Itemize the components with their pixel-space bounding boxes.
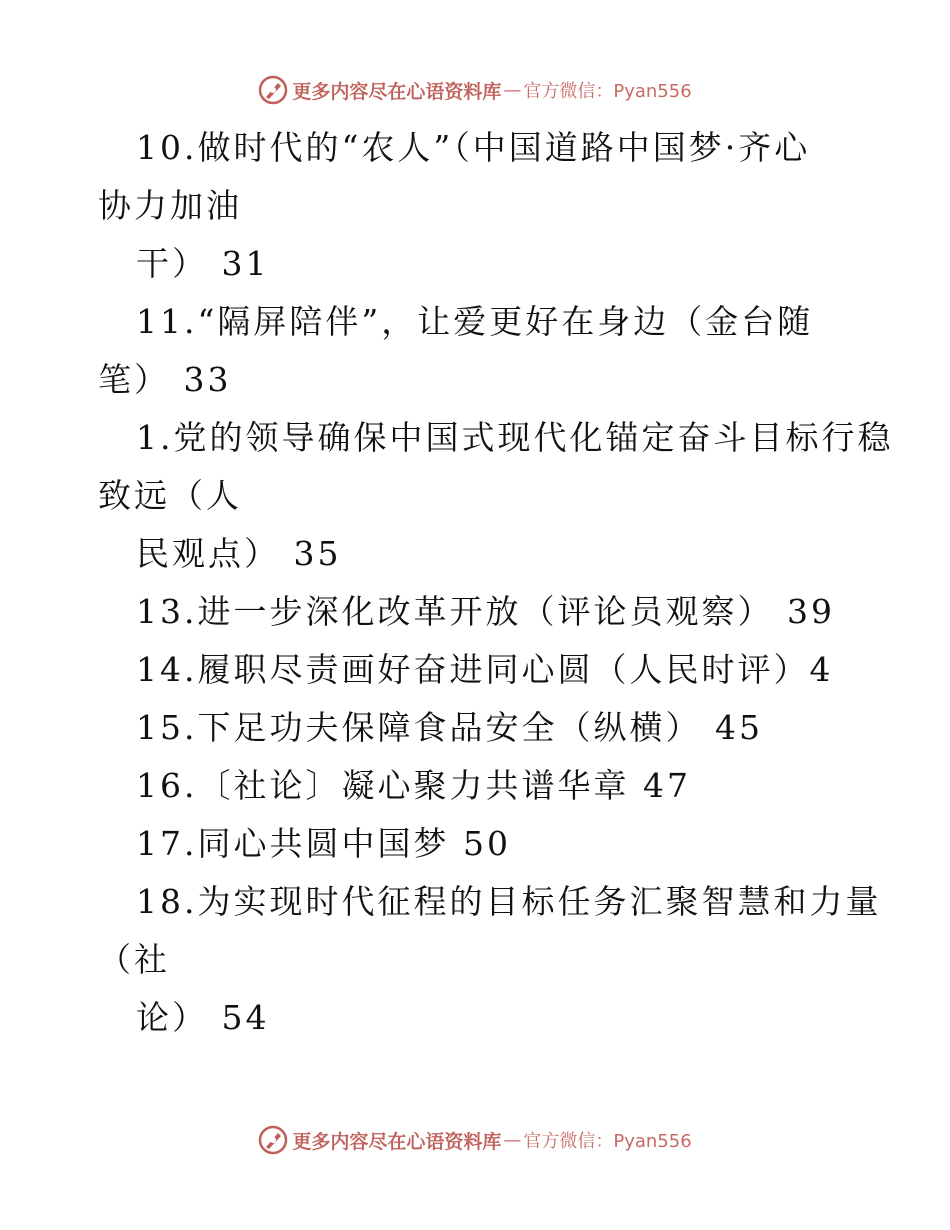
toc-entry-1: 1.党的领导确保中国式现代化锚定奋斗目标行稳 [136, 418, 894, 457]
toc-entry-14: 14.履职尽责画好奋进同心圆（人民时评）4 [136, 650, 834, 689]
toc-entry-1-end: 民观点） 35 [136, 534, 342, 573]
pen-logo-icon [258, 75, 288, 105]
watermark-dash: — [503, 1129, 522, 1151]
toc-entry-1-cont: 致远（人 [98, 476, 242, 515]
toc-entry-10: 10.做时代的“农人”（中国道路中国梦·齐心 [136, 128, 811, 167]
toc-entry-10-end: 干） 31 [136, 244, 270, 283]
toc-entry-10-cont: 协力加油 [98, 186, 242, 225]
toc-entry-13: 13.进一步深化改革开放（评论员观察） 39 [136, 592, 835, 631]
watermark-dash: — [503, 79, 522, 101]
toc-entry-17: 17.同心共圆中国梦 50 [136, 824, 511, 863]
watermark-header [0, 70, 950, 110]
pen-logo-icon [258, 1125, 288, 1155]
watermark-footer [0, 1120, 950, 1160]
watermark-brand: 更多内容尽在心语资料库 [292, 80, 502, 103]
toc-entry-11: 11.“隔屏陪伴”，让爱更好在身边（金台随 [136, 302, 814, 341]
toc-entry-15: 15.下足功夫保障食品安全（纵横） 45 [136, 708, 763, 747]
toc-entry-11-end: 笔） 33 [98, 360, 232, 399]
toc-entry-18-cont: （社 [98, 940, 170, 979]
toc-entry-16: 16.〔社论〕凝心聚力共谱华章 47 [136, 766, 691, 805]
watermark-contact: 官方微信：Pyan556 [523, 81, 692, 102]
toc-entry-18: 18.为实现时代征程的目标任务汇聚智慧和力量 [136, 882, 882, 921]
watermark-brand: 更多内容尽在心语资料库 [292, 1130, 502, 1153]
watermark-contact: 官方微信：Pyan556 [523, 1131, 692, 1152]
toc-entry-18-end: 论） 54 [136, 998, 270, 1037]
